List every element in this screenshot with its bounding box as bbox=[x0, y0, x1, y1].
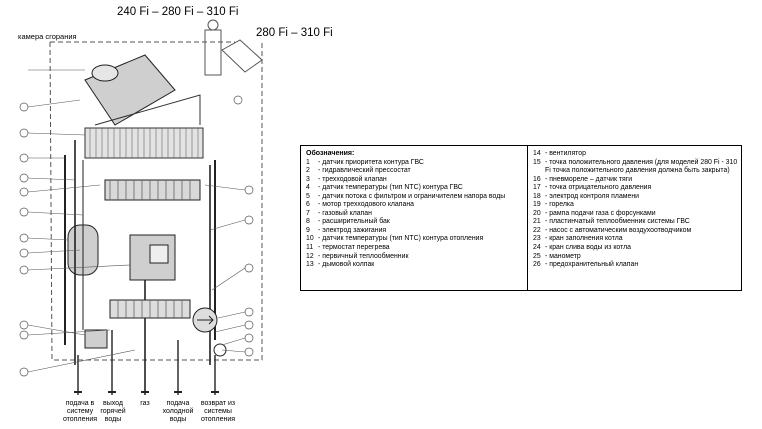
legend-item bbox=[533, 244, 739, 253]
legend-item-text: - электрод зажигания bbox=[318, 226, 387, 234]
legend-item-number: 23 bbox=[533, 235, 541, 243]
legend-item bbox=[306, 159, 524, 168]
legend-divider bbox=[527, 146, 528, 290]
legend-item-number: 11 bbox=[306, 244, 314, 252]
legend-item bbox=[533, 218, 739, 227]
three-way-valve bbox=[85, 330, 107, 348]
legend-item bbox=[306, 235, 524, 244]
legend-item-number: 25 bbox=[533, 252, 541, 260]
legend-item-number: 22 bbox=[533, 226, 541, 234]
legend-item-text: - дымовой колпак bbox=[318, 261, 375, 269]
label-gas: газ bbox=[140, 400, 150, 407]
legend-item bbox=[533, 227, 739, 236]
legend-item bbox=[306, 201, 524, 210]
legend-item-text: - пластинчатый теплообменник системы ГВС bbox=[545, 218, 690, 226]
legend-item-text: - датчик температуры (тип NTC) контура ГВС bbox=[318, 184, 463, 192]
legend-item-number: 20 bbox=[533, 209, 541, 217]
legend-item-number: 18 bbox=[533, 192, 541, 200]
legend-item bbox=[306, 193, 524, 202]
legend-right-column bbox=[533, 150, 739, 270]
legend-item-number: 16 bbox=[533, 175, 541, 183]
legend-item-text: - горелка bbox=[545, 201, 574, 209]
legend-item-number: 4 bbox=[306, 184, 310, 192]
legend-item-text: - датчик приоритета контура ГВС bbox=[318, 158, 424, 166]
legend-box bbox=[300, 145, 742, 291]
legend-item-text: - предохранительный клапан bbox=[545, 261, 639, 269]
legend-item-number: 21 bbox=[533, 218, 541, 226]
legend-item bbox=[306, 244, 524, 253]
legend-item-number: 8 bbox=[306, 218, 310, 226]
legend-item bbox=[306, 253, 524, 262]
legend-item-number: 5 bbox=[306, 192, 310, 200]
legend-item bbox=[533, 201, 739, 210]
legend-item-number: 12 bbox=[306, 252, 314, 260]
legend-item-text: - датчик температуры (тип NTC) контура отопления bbox=[318, 235, 484, 243]
legend-item-text: - мотор трехходового клапана bbox=[318, 201, 414, 209]
legend-item-number: 10 bbox=[306, 235, 314, 243]
legend-item bbox=[533, 253, 739, 262]
legend-item-text: - точка положительного давления (для моделей 280 Fi - 310 Fi точка положительного давления должна быть закрыта) bbox=[545, 158, 738, 175]
flue-elbow bbox=[222, 40, 262, 72]
legend-item bbox=[306, 227, 524, 236]
legend-item-text: - расширительный бак bbox=[318, 218, 390, 226]
label-hot-water-out: выход горячей воды bbox=[100, 400, 126, 423]
legend-item-number: 15 bbox=[533, 158, 541, 166]
legend-item bbox=[533, 150, 739, 159]
combustion-chamber-label: камера сгорания bbox=[18, 32, 77, 41]
legend-item-number: 7 bbox=[306, 209, 310, 217]
legend-item bbox=[533, 159, 739, 176]
legend-item-text: - датчик потока с фильтром и ограничителем напора воды bbox=[318, 192, 506, 200]
label-cold-water-in: подача холодной воды bbox=[162, 400, 194, 423]
legend-item-number: 26 bbox=[533, 261, 541, 269]
legend-item-number: 3 bbox=[306, 175, 310, 183]
legend-item-number: 1 bbox=[306, 158, 310, 166]
legend-item-number: 17 bbox=[533, 184, 541, 192]
legend-item-text: - гидравлический прессостат bbox=[318, 167, 411, 175]
legend-item-text: - рампа подачи газа с форсунками bbox=[545, 209, 656, 217]
legend-item-text: - первичный теплообменник bbox=[318, 252, 409, 260]
legend-item-number: 24 bbox=[533, 244, 541, 252]
legend-item bbox=[306, 167, 524, 176]
legend-item bbox=[533, 235, 739, 244]
legend-item bbox=[533, 184, 739, 193]
legend-item-text: - термостат перегрева bbox=[318, 244, 390, 252]
flue-pipe bbox=[205, 30, 221, 75]
legend-item bbox=[306, 218, 524, 227]
legend-item-text: - манометр bbox=[545, 252, 581, 260]
label-heating-supply: подача в систему отопления bbox=[62, 400, 98, 423]
legend-item bbox=[533, 176, 739, 185]
legend-item-text: - вентилятор bbox=[545, 150, 586, 157]
legend-item-text: - кран слива воды из котла bbox=[545, 244, 631, 252]
models-subtitle: 280 Fi – 310 Fi bbox=[256, 27, 333, 39]
legend-item-number: 9 bbox=[306, 226, 310, 234]
label-heating-return: возврат из системы отопления bbox=[200, 400, 236, 423]
legend-left-column bbox=[306, 150, 524, 270]
legend-item bbox=[533, 261, 739, 270]
burner bbox=[105, 180, 200, 200]
legend-item-text: - пневмореле – датчик тяги bbox=[545, 175, 633, 183]
legend-item-text: - газовый клапан bbox=[318, 209, 372, 217]
gas-valve-coil bbox=[150, 245, 168, 263]
legend-item bbox=[306, 176, 524, 185]
flue-outlet bbox=[208, 20, 218, 30]
legend-item-number: 14 bbox=[533, 150, 541, 157]
legend-item-text: - насос с автоматическим воздухоотводчиком bbox=[545, 226, 692, 234]
legend-item-text: - трехходовой клапан bbox=[318, 175, 387, 183]
legend-item-number: 2 bbox=[306, 167, 310, 175]
legend-item-text: - электрод контроля пламени bbox=[545, 192, 639, 200]
legend-item bbox=[533, 193, 739, 202]
fan-motor bbox=[92, 65, 118, 81]
legend-item bbox=[306, 184, 524, 193]
legend-title: Обозначения: bbox=[306, 150, 355, 157]
legend-item-number: 19 bbox=[533, 201, 541, 209]
legend-item-text: - кран заполнения котла bbox=[545, 235, 623, 243]
legend-item-number: 6 bbox=[306, 201, 310, 209]
legend-item bbox=[306, 261, 524, 270]
legend-item-text: - точка отрицательного давления bbox=[545, 184, 652, 192]
legend-item-number: 13 bbox=[306, 261, 314, 269]
models-title: 240 Fi – 280 Fi – 310 Fi bbox=[117, 6, 239, 18]
